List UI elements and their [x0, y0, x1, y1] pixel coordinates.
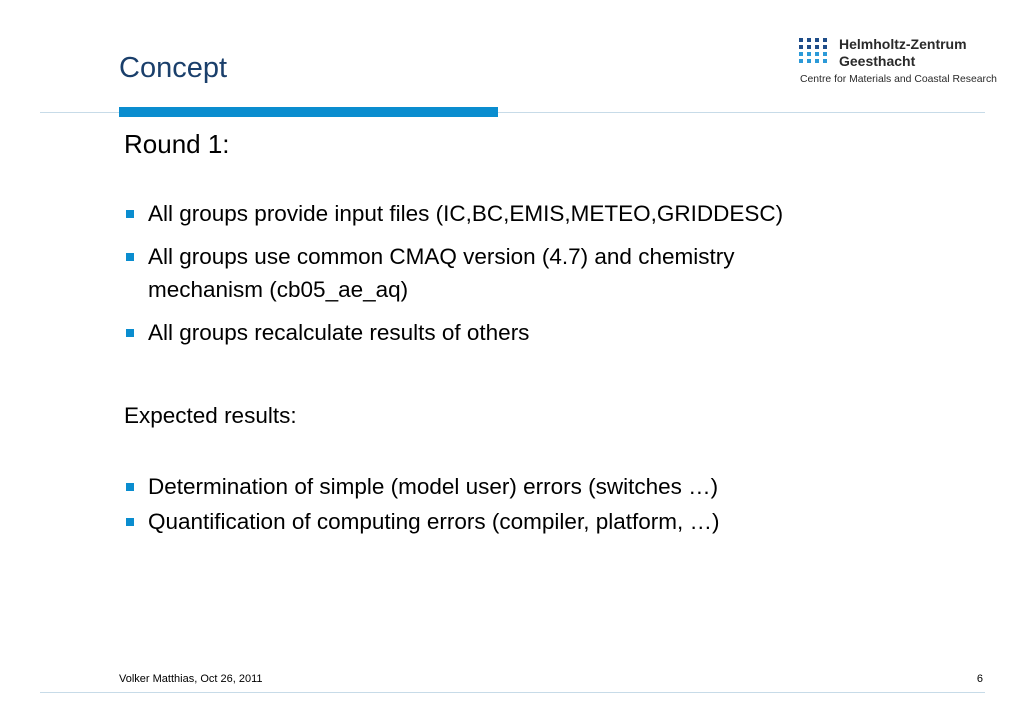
bullet-text-continuation: mechanism (cb05_ae_aq) [148, 277, 409, 302]
title-accent-bar [119, 107, 498, 117]
expected-results-heading: Expected results: [124, 403, 297, 428]
square-bullet-icon [126, 518, 134, 526]
list-item [124, 197, 964, 230]
list-item [124, 240, 964, 306]
bullet-text: All groups use common CMAQ version (4.7) and chemistry [148, 244, 735, 269]
helmholtz-dots-logo-icon [799, 38, 827, 63]
square-bullet-icon [126, 253, 134, 261]
square-bullet-icon [126, 210, 134, 218]
bullet-text: Quantification of computing errors (compiler, platform, …) [148, 509, 720, 534]
list-item [124, 316, 964, 349]
expected-bullet-list [124, 470, 964, 538]
bullet-text: All groups provide input files (IC,BC,EMIS,METEO,GRIDDESC) [148, 201, 784, 226]
list-item [124, 505, 964, 538]
bullet-text: Determination of simple (model user) errors (switches …) [148, 474, 719, 499]
round1-bullet-list [124, 197, 964, 349]
list-item [124, 470, 964, 503]
square-bullet-icon [126, 329, 134, 337]
institution-logo [799, 36, 997, 92]
footer-author-date: Volker Matthias, Oct 26, 2011 [119, 673, 263, 685]
logo-tagline: Centre for Materials and Coastal Research [800, 74, 997, 85]
square-bullet-icon [126, 483, 134, 491]
footer-divider [40, 692, 985, 693]
page-number: 6 [976, 673, 983, 685]
logo-name [839, 36, 967, 70]
bullet-text: All groups recalculate results of others [148, 320, 530, 345]
slide-title: Concept [119, 52, 228, 84]
logo-name-line2: Geesthacht [839, 53, 916, 69]
round1-heading: Round 1: [124, 129, 230, 159]
logo-name-line1: Helmholtz-Zentrum [839, 36, 967, 52]
